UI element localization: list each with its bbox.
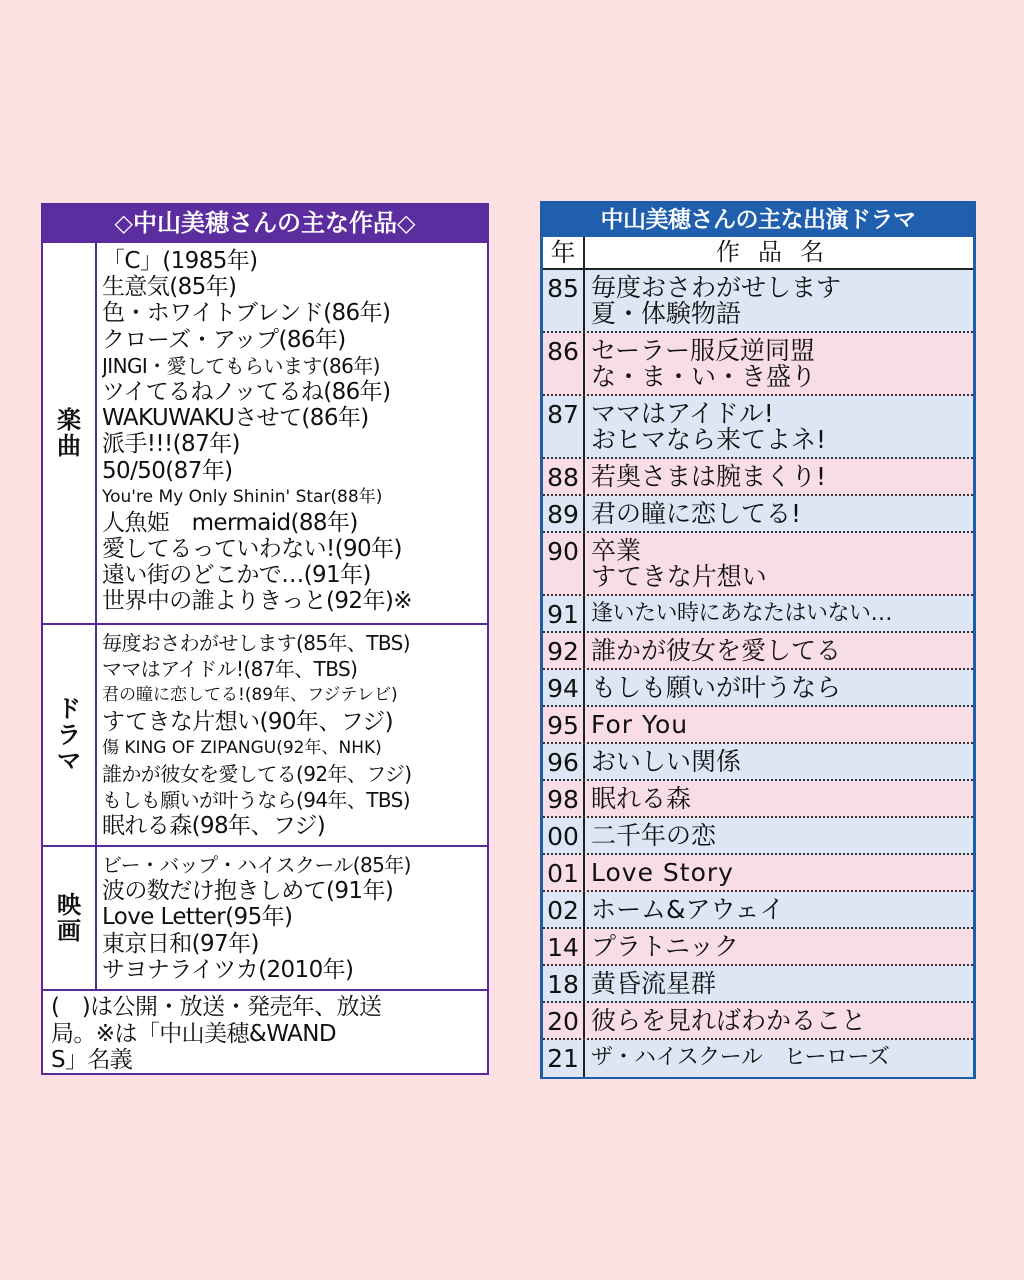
row-title-line: おいしい関係: [591, 747, 742, 776]
row-title: [585, 707, 973, 742]
list-item: 世界中の誰よりきっと(92年)※: [102, 588, 412, 615]
list-item: 波の数だけ抱きしめて(91年): [102, 878, 394, 905]
row-year: 89: [543, 496, 585, 531]
row-year: 96: [543, 744, 585, 779]
header-year: 年: [543, 237, 585, 268]
header-title: 作品名: [716, 238, 842, 266]
list-item: 派手!!!(87年): [102, 431, 240, 458]
table-row: [543, 929, 973, 966]
row-year: 88: [543, 459, 585, 494]
section-songs: [43, 241, 487, 623]
row-title-line: For You: [591, 710, 689, 739]
list-item: 愛してるっていわない!(90年): [102, 536, 402, 563]
row-title-line: 彼らを見ればわかること: [591, 1006, 867, 1035]
row-year: 14: [543, 929, 585, 964]
table-row: [543, 744, 973, 781]
list-item: クローズ・アップ(86年): [102, 326, 346, 353]
row-year: 87: [543, 396, 585, 457]
row-title-line: おヒマなら来てよネ!: [591, 425, 827, 454]
row-title: [585, 396, 973, 457]
row-title-line: 毎度おさわがせします: [591, 273, 842, 302]
table-row: [543, 892, 973, 929]
row-title: [585, 270, 973, 331]
table-row: [543, 1040, 973, 1077]
list-item: 眠れる森(98年、フジ): [102, 813, 326, 840]
row-year: 18: [543, 966, 585, 1001]
table-row: [543, 496, 973, 533]
list-item: 50/50(87年): [102, 457, 233, 484]
list-item: 君の瞳に恋してる!(89年、フジテレビ): [102, 685, 398, 706]
row-title-line: 逢いたい時にあなたはいない…: [591, 601, 893, 626]
row-title: [585, 459, 973, 494]
row-title-line: な・ま・い・き盛り: [591, 362, 817, 391]
list-item: Love Letter(95年): [102, 904, 293, 931]
row-title-line: 若奥さまは腕まくり!: [591, 462, 827, 491]
drama-list: [97, 625, 487, 845]
row-title: [585, 633, 973, 668]
row-title: [585, 533, 973, 594]
list-item: もしも願いが叶うなら(94年、TBS): [102, 788, 410, 813]
row-title-line: 眠れる森: [591, 784, 692, 813]
section-label-dramas: ドラマ: [57, 695, 81, 775]
works-panel-title: ◇中山美穂さんの主な作品◇: [43, 205, 487, 241]
row-title-line: 二千年の恋: [591, 821, 717, 850]
list-item: ビー・バップ・ハイスクール(85年): [102, 853, 411, 877]
table-row: [543, 270, 973, 333]
section-films: [43, 845, 487, 989]
list-item: 「C」(1985年): [102, 248, 258, 274]
list-item: 遠い街のどこかで…(91年): [102, 562, 371, 589]
row-title: [585, 1040, 973, 1077]
row-title-line: もしも願いが叶うなら: [591, 673, 842, 702]
table-row: [543, 396, 973, 459]
list-item: 毎度おさわがせします(85年、TBS): [102, 631, 410, 655]
row-year: 00: [543, 818, 585, 853]
row-year: 90: [543, 533, 585, 594]
table-row: [543, 670, 973, 707]
row-title: [585, 855, 973, 890]
section-label-films: 映画: [57, 891, 81, 945]
footnote-line: S」名義: [51, 1047, 133, 1073]
row-title: [585, 781, 973, 816]
row-title-line: ザ・ハイスクール ヒーローズ: [591, 1045, 890, 1070]
row-title: [585, 1003, 973, 1038]
table-row: [543, 855, 973, 892]
table-row: [543, 707, 973, 744]
row-title-line: 誰かが彼女を愛してる: [591, 636, 842, 665]
list-item: すてきな片想い(90年、フジ): [102, 708, 393, 735]
table-row: [543, 596, 973, 633]
row-title: [585, 929, 973, 964]
row-year: 86: [543, 333, 585, 394]
row-title: [585, 670, 973, 705]
row-year: 95: [543, 707, 585, 742]
row-year: 98: [543, 781, 585, 816]
song-list: [97, 243, 487, 623]
list-item: 色・ホワイトブレンド(86年): [102, 300, 391, 327]
row-title: [585, 892, 973, 927]
table-row: [543, 818, 973, 855]
table-row: [543, 533, 973, 596]
list-item: サヨナライツカ(2010年): [102, 956, 354, 983]
row-title: [585, 596, 973, 631]
row-title-line: ママはアイドル!: [591, 399, 774, 428]
row-year: 21: [543, 1040, 585, 1077]
row-title-line: 卒業: [591, 536, 642, 565]
list-item: You're My Only Shinin' Star(88年): [102, 486, 383, 507]
footnote: [43, 989, 487, 1075]
row-title: [585, 333, 973, 394]
list-item: JINGI・愛してもらいます(86年): [102, 353, 380, 378]
row-title: [585, 496, 973, 531]
section-dramas: [43, 623, 487, 845]
row-year: 20: [543, 1003, 585, 1038]
row-year: 91: [543, 596, 585, 631]
row-title-line: セーラー服反逆同盟: [591, 336, 816, 365]
list-item: 東京日和(97年): [102, 930, 259, 957]
list-item: WAKUWAKUさせて(86年): [102, 405, 369, 432]
row-title: [585, 818, 973, 853]
row-title: [585, 966, 973, 1001]
table-row: [543, 459, 973, 496]
footnote-line: ( )は公開・放送・発売年、放送: [51, 994, 382, 1020]
row-title-line: ホーム&アウェイ: [591, 895, 785, 924]
works-panel: [41, 203, 489, 1075]
row-title: [585, 744, 973, 779]
table-header: [543, 237, 973, 270]
list-item: 生意気(85年): [102, 274, 237, 301]
row-year: 94: [543, 670, 585, 705]
row-title-line: 黄昏流星群: [591, 969, 717, 998]
list-item: ママはアイドル!(87年、TBS): [102, 657, 358, 682]
section-label-songs: 楽曲: [57, 406, 81, 460]
row-title-line: 君の瞳に恋してる!: [591, 499, 802, 528]
drama-table-title: 中山美穂さんの主な出演ドラマ: [543, 204, 973, 237]
row-year: 01: [543, 855, 585, 890]
row-title-line: プラトニック: [591, 932, 740, 961]
table-row: [543, 333, 973, 396]
row-title-line: すてきな片想い: [591, 562, 767, 591]
table-row: [543, 633, 973, 670]
footnote-line: 局。※は「中山美穂&WAND: [51, 1020, 336, 1047]
row-year: 85: [543, 270, 585, 331]
list-item: 人魚姫 mermaid(88年): [102, 509, 358, 536]
table-row: [543, 781, 973, 818]
row-year: 92: [543, 633, 585, 668]
row-title-line: 夏・体験物語: [591, 299, 742, 328]
table-body: [543, 270, 973, 1077]
film-list: [97, 847, 487, 989]
list-item: 傷 KING OF ZIPANGU(92年、NHK): [102, 737, 382, 758]
drama-table-panel: [540, 201, 976, 1079]
row-year: 02: [543, 892, 585, 927]
list-item: 誰かが彼女を愛してる(92年、フジ): [102, 761, 412, 786]
table-row: [543, 1003, 973, 1040]
table-row: [543, 966, 973, 1003]
list-item: ツイてるねノッてるね(86年): [102, 378, 391, 405]
row-title-line: Love Story: [591, 858, 734, 887]
